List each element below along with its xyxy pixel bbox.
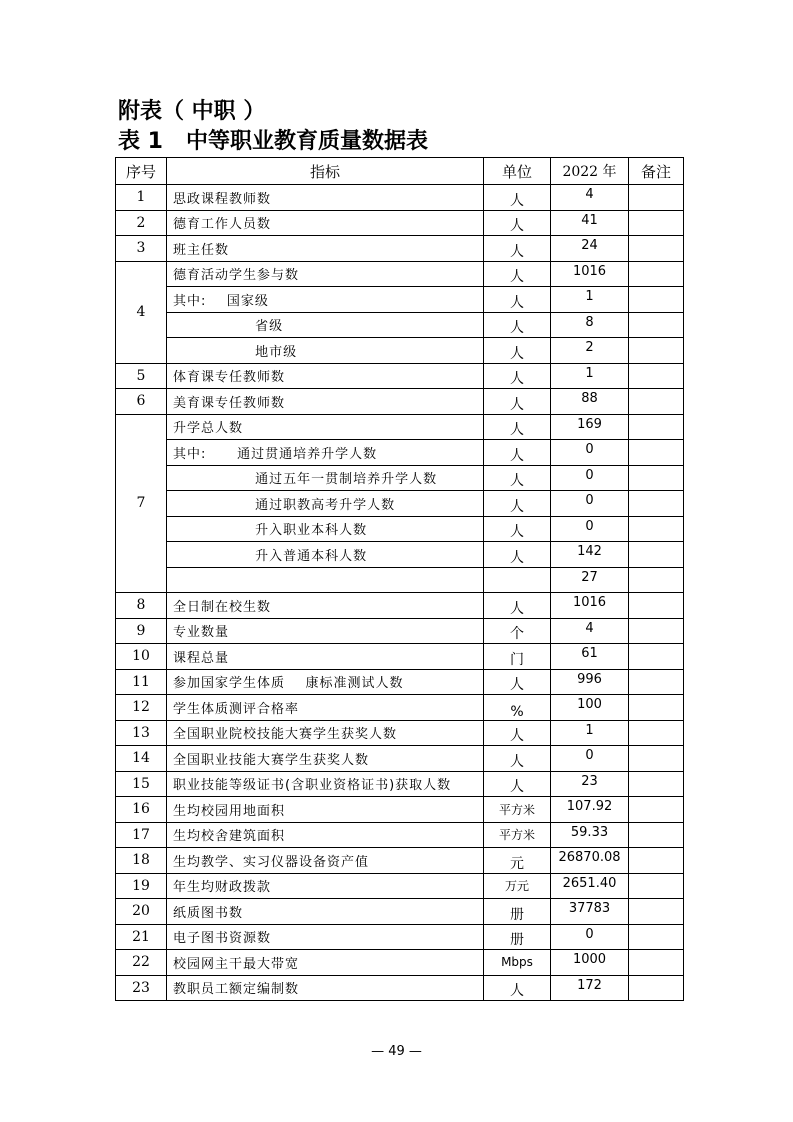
row-remark: [629, 848, 684, 874]
row-remark: [629, 746, 684, 772]
row-value-2022: 2651.40: [551, 873, 629, 899]
row-unit: 人: [484, 210, 551, 236]
row-unit: 人: [484, 287, 551, 313]
row-value-2022: 142: [551, 542, 629, 568]
table-row: [116, 873, 684, 899]
row-indicator: 年生均财政拨款: [167, 873, 484, 899]
header-no: 序号: [116, 158, 167, 185]
table-row: [116, 746, 684, 772]
row-unit: 册: [484, 924, 551, 950]
row-value-2022: 1: [551, 287, 629, 313]
header-remark: 备注: [629, 158, 684, 185]
row-number: 14: [116, 746, 167, 772]
row-remark: [629, 669, 684, 695]
row-value-2022: 1016: [551, 593, 629, 619]
row-remark: [629, 618, 684, 644]
row-unit: 元: [484, 848, 551, 874]
row-remark: [629, 542, 684, 568]
table-row: [116, 669, 684, 695]
row-number: 18: [116, 848, 167, 874]
row-indicator: 生均校舍建筑面积: [167, 822, 484, 848]
row-unit: 人: [484, 338, 551, 364]
row-unit: 册: [484, 899, 551, 925]
row-remark: [629, 338, 684, 364]
table-row: [116, 618, 684, 644]
header-indicator: 指标: [167, 158, 484, 185]
row-remark: [629, 644, 684, 670]
row-number: 15: [116, 771, 167, 797]
row-unit: 人: [484, 491, 551, 517]
row-number: 9: [116, 618, 167, 644]
row-unit: 人: [484, 669, 551, 695]
header-year: 2022 年: [551, 158, 629, 185]
row-indicator: 其中: 通过贯通培养升学人数: [167, 440, 484, 466]
row-remark: [629, 185, 684, 211]
row-indicator: 体育课专任教师数: [167, 363, 484, 389]
row-indicator: 德育活动学生参与数: [167, 261, 484, 287]
row-indicator: 职业技能等级证书(含职业资格证书)获取人数: [167, 771, 484, 797]
row-remark: [629, 924, 684, 950]
row-remark: [629, 389, 684, 415]
row-indicator: 思政课程教师数: [167, 185, 484, 211]
table-row: [116, 516, 684, 542]
table-row: [116, 236, 684, 262]
row-remark: [629, 975, 684, 1001]
row-number: 17: [116, 822, 167, 848]
table-title: 表 1 中等职业教育质量数据表: [118, 129, 428, 154]
row-indicator: 升入职业本科人数: [167, 516, 484, 542]
row-remark: [629, 363, 684, 389]
row-unit: 人: [484, 771, 551, 797]
table-row: [116, 797, 684, 823]
row-value-2022: 1000: [551, 950, 629, 976]
row-unit: %: [484, 695, 551, 721]
row-remark: [629, 491, 684, 517]
row-remark: [629, 261, 684, 287]
row-value-2022: 172: [551, 975, 629, 1001]
row-number: 1: [116, 185, 167, 211]
row-unit: 人: [484, 414, 551, 440]
row-indicator: 省级: [167, 312, 484, 338]
row-remark: [629, 720, 684, 746]
row-remark: [629, 899, 684, 925]
row-indicator: 升入普通本科人数: [167, 542, 484, 568]
table-row: [116, 363, 684, 389]
table-row: [116, 338, 684, 364]
row-value-2022: 61: [551, 644, 629, 670]
row-unit: 人: [484, 389, 551, 415]
table-row: [116, 287, 684, 313]
table-row: [116, 491, 684, 517]
row-indicator: [167, 567, 484, 593]
table-row: [116, 975, 684, 1001]
table-row: [116, 465, 684, 491]
row-unit: 人: [484, 363, 551, 389]
row-value-2022: 0: [551, 465, 629, 491]
row-value-2022: 4: [551, 618, 629, 644]
row-remark: [629, 797, 684, 823]
row-value-2022: 100: [551, 695, 629, 721]
row-remark: [629, 593, 684, 619]
table-row: [116, 261, 684, 287]
row-remark: [629, 312, 684, 338]
row-value-2022: 88: [551, 389, 629, 415]
row-value-2022: 169: [551, 414, 629, 440]
row-number: 13: [116, 720, 167, 746]
row-remark: [629, 440, 684, 466]
table-row: [116, 644, 684, 670]
row-value-2022: 41: [551, 210, 629, 236]
page-number: — 49 —: [371, 1044, 422, 1059]
table-row: [116, 822, 684, 848]
row-unit: 人: [484, 593, 551, 619]
row-indicator: 通过职教高考升学人数: [167, 491, 484, 517]
row-value-2022: 1: [551, 363, 629, 389]
row-number: 4: [116, 261, 167, 363]
row-number: 7: [116, 414, 167, 593]
row-unit: 人: [484, 542, 551, 568]
row-value-2022: 59.33: [551, 822, 629, 848]
row-indicator: 生均校园用地面积: [167, 797, 484, 823]
row-number: 20: [116, 899, 167, 925]
table-row: [116, 899, 684, 925]
row-unit: 个: [484, 618, 551, 644]
table-row: [116, 567, 684, 593]
row-unit: 人: [484, 312, 551, 338]
table-row: [116, 312, 684, 338]
row-remark: [629, 414, 684, 440]
row-indicator: 升学总人数: [167, 414, 484, 440]
header-unit: 单位: [484, 158, 551, 185]
row-unit: Mbps: [484, 950, 551, 976]
row-unit: 人: [484, 746, 551, 772]
row-number: 22: [116, 950, 167, 976]
row-remark: [629, 695, 684, 721]
row-value-2022: 4: [551, 185, 629, 211]
row-unit: 万元: [484, 873, 551, 899]
row-remark: [629, 465, 684, 491]
row-indicator: 专业数量: [167, 618, 484, 644]
row-number: 23: [116, 975, 167, 1001]
row-indicator: 德育工作人员数: [167, 210, 484, 236]
table-row: [116, 720, 684, 746]
table-row: [116, 950, 684, 976]
row-unit: 人: [484, 261, 551, 287]
row-value-2022: 0: [551, 746, 629, 772]
row-indicator: 通过五年一贯制培养升学人数: [167, 465, 484, 491]
row-unit: 人: [484, 720, 551, 746]
row-remark: [629, 950, 684, 976]
row-number: 2: [116, 210, 167, 236]
row-value-2022: 996: [551, 669, 629, 695]
row-number: 5: [116, 363, 167, 389]
table-row: [116, 389, 684, 415]
row-unit: 人: [484, 465, 551, 491]
row-unit: 平方米: [484, 797, 551, 823]
row-unit: 人: [484, 516, 551, 542]
row-indicator: 教职员工额定编制数: [167, 975, 484, 1001]
row-number: 21: [116, 924, 167, 950]
row-unit: [484, 567, 551, 593]
table-row: [116, 848, 684, 874]
row-unit: 人: [484, 975, 551, 1001]
row-indicator: 电子图书资源数: [167, 924, 484, 950]
row-indicator: 班主任数: [167, 236, 484, 262]
row-remark: [629, 873, 684, 899]
row-number: 11: [116, 669, 167, 695]
row-number: 6: [116, 389, 167, 415]
row-value-2022: 1: [551, 720, 629, 746]
row-value-2022: 2: [551, 338, 629, 364]
row-value-2022: 37783: [551, 899, 629, 925]
table-row: [116, 695, 684, 721]
row-number: 10: [116, 644, 167, 670]
table-row: [116, 414, 684, 440]
row-indicator: 全日制在校生数: [167, 593, 484, 619]
row-indicator: 校园网主干最大带宽: [167, 950, 484, 976]
appendix-title: 附表（ 中职 ）: [118, 99, 266, 124]
row-remark: [629, 236, 684, 262]
row-remark: [629, 210, 684, 236]
table-row: [116, 185, 684, 211]
row-number: 12: [116, 695, 167, 721]
row-unit: 人: [484, 236, 551, 262]
row-unit: 人: [484, 185, 551, 211]
quality-data-table: [115, 157, 684, 1001]
row-indicator: 美育课专任教师数: [167, 389, 484, 415]
row-remark: [629, 287, 684, 313]
table-row: [116, 593, 684, 619]
row-indicator: 学生体质测评合格率: [167, 695, 484, 721]
row-indicator: 生均教学、实习仪器设备资产值: [167, 848, 484, 874]
row-remark: [629, 771, 684, 797]
table-row: [116, 210, 684, 236]
row-unit: 平方米: [484, 822, 551, 848]
row-value-2022: 0: [551, 440, 629, 466]
row-number: 16: [116, 797, 167, 823]
row-indicator: 全国职业技能大赛学生获奖人数: [167, 746, 484, 772]
row-number: 3: [116, 236, 167, 262]
table-row: [116, 440, 684, 466]
row-value-2022: 24: [551, 236, 629, 262]
table-body: [116, 185, 684, 1001]
row-indicator: 参加国家学生体质 康标准测试人数: [167, 669, 484, 695]
row-indicator: 地市级: [167, 338, 484, 364]
row-remark: [629, 516, 684, 542]
row-value-2022: 1016: [551, 261, 629, 287]
table-row: [116, 771, 684, 797]
row-value-2022: 27: [551, 567, 629, 593]
row-number: 19: [116, 873, 167, 899]
row-value-2022: 26870.08: [551, 848, 629, 874]
row-number: 8: [116, 593, 167, 619]
row-indicator: 纸质图书数: [167, 899, 484, 925]
row-value-2022: 8: [551, 312, 629, 338]
row-unit: 人: [484, 440, 551, 466]
table-header-row: [116, 158, 684, 185]
row-indicator: 其中: 国家级: [167, 287, 484, 313]
row-value-2022: 0: [551, 491, 629, 517]
row-remark: [629, 567, 684, 593]
row-value-2022: 0: [551, 924, 629, 950]
row-value-2022: 23: [551, 771, 629, 797]
row-value-2022: 107.92: [551, 797, 629, 823]
row-remark: [629, 822, 684, 848]
row-unit: 门: [484, 644, 551, 670]
table-row: [116, 924, 684, 950]
row-indicator: 课程总量: [167, 644, 484, 670]
row-value-2022: 0: [551, 516, 629, 542]
row-indicator: 全国职业院校技能大赛学生获奖人数: [167, 720, 484, 746]
table-row: [116, 542, 684, 568]
